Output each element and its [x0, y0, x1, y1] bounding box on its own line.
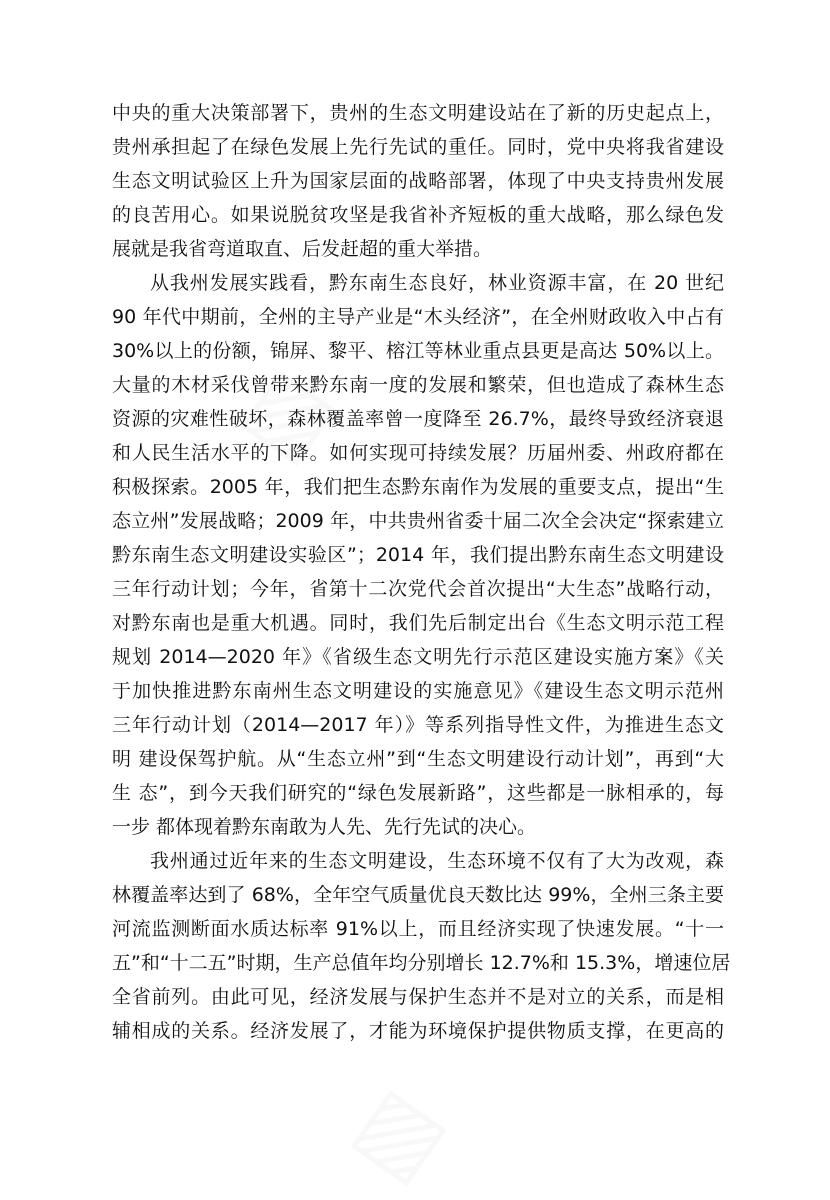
paragraph-line: 三年行动计划（2014—2017 年）》等系列指导性文件，为推进生态文: [112, 714, 724, 736]
watermark-mark-bottom: ▨: [337, 1065, 468, 1200]
paragraph-line: 五”和“十二五”时期，生产总值年均分别增长 12.7%和 15.3%，增速位居: [112, 952, 731, 974]
paragraph-line: 从我州发展实践看，黔东南生态良好，林业资源丰富，在 20 世纪: [150, 272, 724, 294]
paragraph-line: 中央的重大决策部署下，贵州的生态文明建设站在了新的历史起点上，: [112, 102, 724, 124]
paragraph-line: 贵州承担起了在绿色发展上先行先试的重任。同时，党中央将我省建设: [112, 136, 724, 158]
paragraph-line: 态立州”发展战略；2009 年，中共贵州省委十届二次全会决定“探索建立: [112, 510, 724, 532]
paragraph-line: 一步 都体现着黔东南敢为人先、先行先试的决心。: [112, 816, 537, 838]
paragraph-line: 辅相成的关系。经济发展了，才能为环境保护提供物质支撑，在更高的: [112, 1020, 724, 1042]
paragraph-line: 90 年代中期前，全州的主导产业是“木头经济”，在全州财政收入中占有: [112, 306, 724, 328]
paragraph-line: 我州通过近年来的生态文明建设，生态环境不仅有了大为改观，森: [150, 850, 724, 872]
paragraph-line: 林覆盖率达到了 68%，全年空气质量优良天数比达 99%，全州三条主要: [112, 884, 724, 906]
body-text: [112, 96, 731, 1048]
paragraph-line: 黔东南生态文明建设实验区”；2014 年，我们提出黔东南生态文明建设: [112, 544, 724, 566]
watermark-mark-top: ▨: [227, 345, 358, 480]
paragraph-line: 积极探索。2005 年，我们把生态黔东南作为发展的重要支点，提出“生: [112, 476, 724, 498]
paragraph-line: 和人民生活水平的下降。如何实现可持续发展？历届州委、州政府都在: [112, 442, 724, 464]
paragraph-line: 对黔东南也是重大机遇。同时，我们先后制定出台《生态文明示范工程: [112, 612, 724, 634]
paragraph-line: 资源的灾难性破坏，森林覆盖率曾一度降至 26.7%，最终导致经济衰退: [112, 408, 724, 430]
paragraph-line: 明 建设保驾护航。从“生态立州”到“生态文明建设行动计划”，再到“大: [112, 748, 724, 770]
paragraph-line: 的良苦用心。如果说脱贫攻坚是我省补齐短板的重大战略，那么绿色发: [112, 204, 724, 226]
paragraph-2: [112, 266, 724, 844]
paragraph-1: [112, 96, 724, 266]
paragraph-line: 生态文明试验区上升为国家层面的战略部署，体现了中央支持贵州发展: [112, 170, 724, 192]
paragraph-line: 大量的木材采伐曾带来黔东南一度的发展和繁荣，但也造成了森林生态: [112, 374, 724, 396]
paragraph-line: 规划 2014—2020 年》《省级生态文明先行示范区建设实施方案》《关: [112, 646, 724, 668]
paragraph-line: 三年行动计划；今年，省第十二次党代会首次提出“大生态”战略行动，: [112, 578, 724, 600]
paragraph-line: 生 态”，到今天我们研究的“绿色发展新路”，这些都是一脉相承的，每: [112, 782, 724, 804]
paragraph-line: 河流监测断面水质达标率 91%以上，而且经济实现了快速发展。“十一: [112, 918, 724, 940]
paragraph-line: 展就是我省弯道取直、后发赶超的重大举措。: [112, 238, 493, 260]
paragraph-3: [112, 844, 731, 1048]
paragraph-line: 30%以上的份额，锦屏、黎平、榕江等林业重点县更是高达 50%以上。: [112, 340, 724, 362]
paragraph-line: 全省前列。由此可见，经济发展与保护生态并不是对立的关系，而是相: [112, 986, 724, 1008]
paragraph-line: 于加快推进黔东南州生态文明建设的实施意见》《建设生态文明示范州: [112, 680, 724, 702]
